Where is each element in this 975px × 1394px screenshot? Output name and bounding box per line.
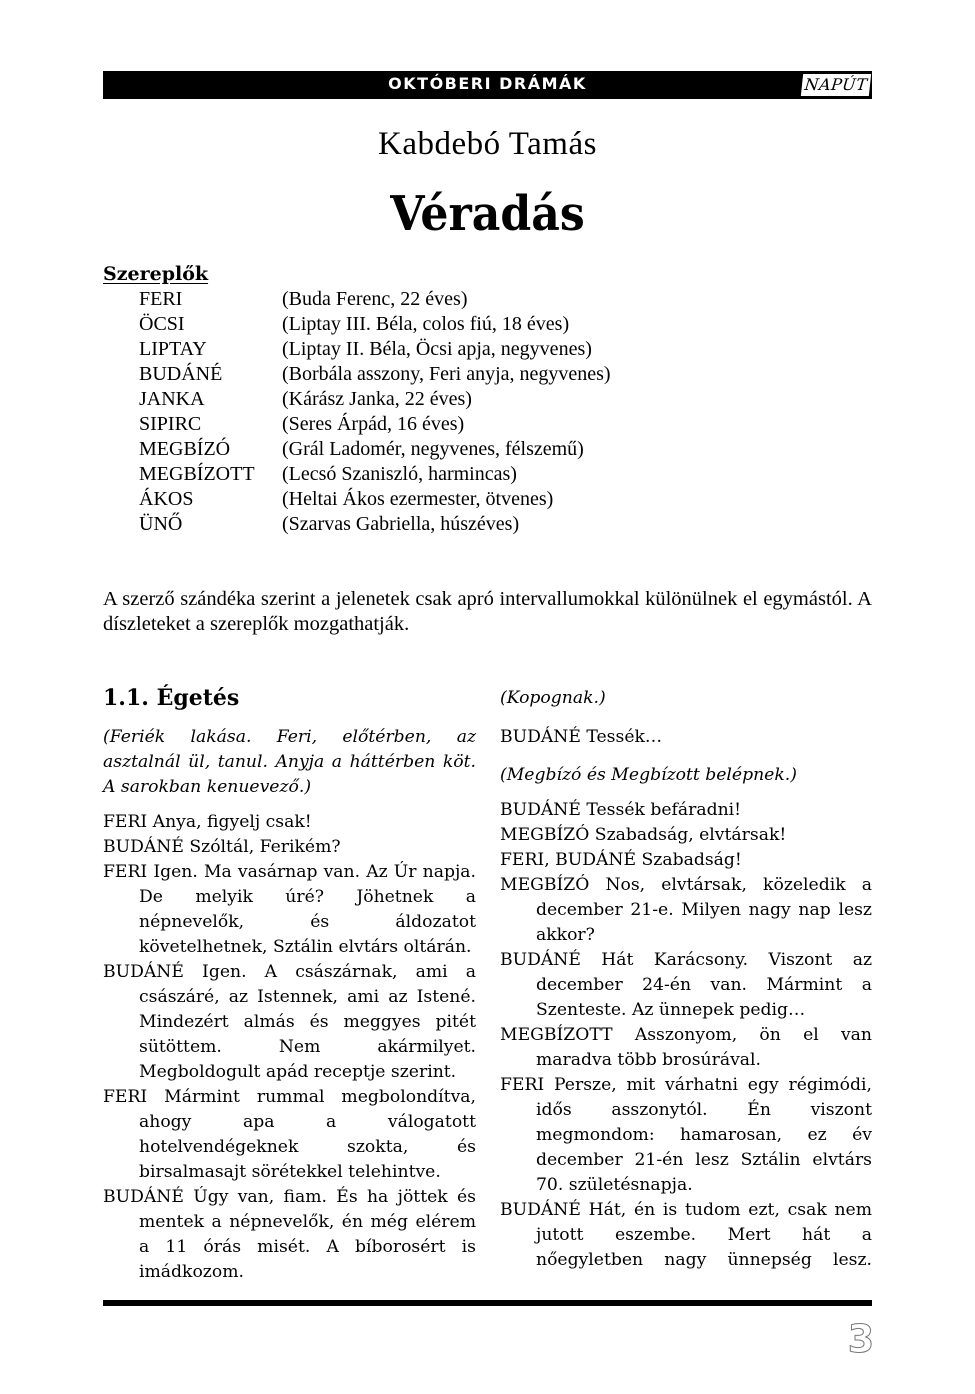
dialogue-line bbox=[103, 810, 476, 835]
speaker: BUDÁNÉ bbox=[103, 837, 184, 857]
dialogue-line bbox=[500, 1023, 872, 1073]
cast-description: (Grál Ladomér, negyvenes, félszemű) bbox=[282, 438, 584, 460]
cast-description: (Liptay III. Béla, colos fiú, 18 éves) bbox=[282, 313, 570, 335]
text-column-right bbox=[500, 683, 872, 1273]
cast-name: ÖCSI bbox=[139, 313, 185, 335]
cast-member bbox=[139, 337, 839, 362]
cast-description: (Seres Árpád, 16 éves) bbox=[282, 413, 465, 435]
bottom-rule bbox=[103, 1300, 872, 1306]
cast-description: (Buda Ferenc, 22 éves) bbox=[282, 288, 468, 310]
spacer bbox=[500, 788, 872, 798]
speaker: BUDÁNÉ bbox=[500, 1200, 581, 1220]
author-note: A szerző szándéka szerint a jelenetek csak apró intervallumokkal különülnek el egymástól. A díszleteket a szereplők mozgathatják. bbox=[103, 588, 872, 635]
cast-heading: Szereplők bbox=[103, 263, 209, 285]
cast-name: ÁKOS bbox=[139, 488, 194, 510]
dialogue-text: Hát Karácsony. Viszont az december 24-én van. Mármint a Szenteste. Az ünnepek pedig… bbox=[536, 950, 872, 1020]
speaker: BUDÁNÉ bbox=[500, 727, 581, 747]
cast-name: BUDÁNÉ bbox=[139, 363, 223, 385]
cast-name: MEGBÍZOTT bbox=[139, 463, 255, 485]
dialogue-text: Úgy van, fiam. És ha jöttek és mentek a népnevelők, én még elérem a 11 órás misét. A bíborosért is imádkozom. bbox=[139, 1187, 476, 1282]
speaker: MEGBÍZOTT bbox=[500, 1025, 613, 1045]
speaker: BUDÁNÉ bbox=[500, 950, 581, 970]
dialogue-line bbox=[500, 873, 872, 948]
cast-name: JANKA bbox=[139, 388, 205, 410]
speaker: FERI bbox=[103, 862, 148, 882]
dialogue-text: Szóltál, Ferikém? bbox=[189, 837, 341, 857]
author-name: Kabdebó Tamás bbox=[378, 126, 597, 162]
speaker: FERI bbox=[103, 812, 148, 832]
cast-description: (Borbála asszony, Feri anyja, negyvenes) bbox=[282, 363, 611, 385]
cast-list bbox=[139, 287, 839, 537]
scene-title: 1.1. Égetés bbox=[103, 685, 240, 711]
section-header-bar bbox=[103, 71, 872, 99]
speaker: MEGBÍZÓ bbox=[500, 875, 590, 895]
speaker: MEGBÍZÓ bbox=[500, 825, 590, 845]
dialogue-line bbox=[500, 848, 872, 873]
cast-member bbox=[139, 362, 839, 387]
cast-member bbox=[139, 312, 839, 337]
speaker: FERI bbox=[500, 1075, 545, 1095]
speaker: BUDÁNÉ bbox=[500, 800, 581, 820]
dialogue-line bbox=[103, 835, 476, 860]
dialogue-text: Hát, én is tudom ezt, csak nem jutott eszembe. Mert hát a nőegyletben nagy ünnepség lesz. bbox=[536, 1200, 872, 1270]
play-title: Véradás bbox=[390, 186, 585, 242]
dialogue-line bbox=[500, 1073, 872, 1198]
cast-member bbox=[139, 412, 839, 437]
dialogue-line bbox=[500, 823, 872, 848]
dialogue-line bbox=[103, 960, 476, 1085]
dialogue-text: Szabadság, elvtársak! bbox=[594, 825, 787, 845]
dialogue-text: Persze, mit várhatni egy régimódi, idős asszonytól. Én viszont megmondom: hamarosan, ez év december 21-én lesz Sztálin elvtárs 70. születésnapja. bbox=[536, 1075, 872, 1195]
spacer bbox=[103, 800, 476, 810]
spacer bbox=[500, 750, 872, 763]
cast-member bbox=[139, 437, 839, 462]
cast-description: (Szarvas Gabriella, húszéves) bbox=[282, 513, 520, 535]
cast-member bbox=[139, 462, 839, 487]
dialogue-text: Mármint rummal megbolondítva, ahogy apa a válogatott hotelvendégeknek szokta, és birsalmasajt sörétekkel telehintve. bbox=[139, 1087, 476, 1182]
speaker: BUDÁNÉ bbox=[103, 962, 184, 982]
speaker: BUDÁNÉ bbox=[103, 1187, 184, 1207]
cast-member bbox=[139, 387, 839, 412]
spacer bbox=[500, 713, 872, 725]
cast-name: MEGBÍZÓ bbox=[139, 438, 231, 460]
cast-name: FERI bbox=[139, 288, 183, 310]
cast-description: (Heltai Ákos ezermester, ötvenes) bbox=[282, 488, 554, 510]
dialogue-text: Tessék befáradni! bbox=[586, 800, 742, 820]
dialogue-line bbox=[103, 860, 476, 960]
dialogue-line bbox=[500, 725, 872, 750]
stage-direction: (Feriék lakása. Feri, előtérben, az asztalnál ül, tanul. Anyja a háttérben köt. A sarokban kenuevező.) bbox=[103, 727, 476, 797]
cast-member bbox=[139, 287, 839, 312]
stage-direction: (Megbízó és Megbízott belépnek.) bbox=[500, 765, 797, 785]
magazine-logo: NAPÚT bbox=[801, 74, 871, 96]
dialogue-text: Tessék… bbox=[586, 727, 663, 747]
cast-name: ÜNŐ bbox=[139, 513, 183, 535]
dialogue-line bbox=[500, 948, 872, 1023]
dialogue-text: Nos, elvtársak, közeledik a december 21-e. Milyen nagy nap lesz akkor? bbox=[536, 875, 872, 945]
stage-direction: (Kopognak.) bbox=[500, 688, 606, 708]
page-number: 3 bbox=[847, 1317, 875, 1361]
section-title: OKTÓBERI DRÁMÁK bbox=[388, 74, 587, 93]
cast-member bbox=[139, 487, 839, 512]
dialogue-line bbox=[103, 1185, 476, 1285]
dialogue-text: Szabadság! bbox=[641, 850, 742, 870]
dialogue-line bbox=[500, 798, 872, 823]
text-column-left bbox=[103, 683, 476, 1285]
cast-name: LIPTAY bbox=[139, 338, 207, 360]
dialogue-line bbox=[500, 1198, 872, 1273]
cast-member bbox=[139, 512, 839, 537]
cast-description: (Kárász Janka, 22 éves) bbox=[282, 388, 472, 410]
dialogue-text: Asszonyom, ön el van maradva több brosúrával. bbox=[536, 1025, 872, 1070]
speaker: FERI bbox=[103, 1087, 148, 1107]
dialogue-line bbox=[103, 1085, 476, 1185]
speaker: FERI, BUDÁNÉ bbox=[500, 850, 637, 870]
dialogue-text: Anya, figyelj csak! bbox=[152, 812, 312, 832]
cast-description: (Lecsó Szaniszló, harmincas) bbox=[282, 463, 517, 485]
cast-description: (Liptay II. Béla, Öcsi apja, negyvenes) bbox=[282, 338, 592, 360]
dialogue-text: Igen. A császárnak, ami a császáré, az Istennek, ami az Istené. Mindezért almás és meggyes pitét sütöttem. Nem akármilyet. Megboldogult apád receptje szerint. bbox=[139, 962, 476, 1082]
cast-name: SIPIRC bbox=[139, 413, 202, 435]
dialogue-text: Igen. Ma vasárnap van. Az Úr napja. De melyik úré? Jöhetnek a népnevelők, és áldozatot követelhetnek, Sztálin elvtárs oltárán. bbox=[139, 862, 476, 957]
